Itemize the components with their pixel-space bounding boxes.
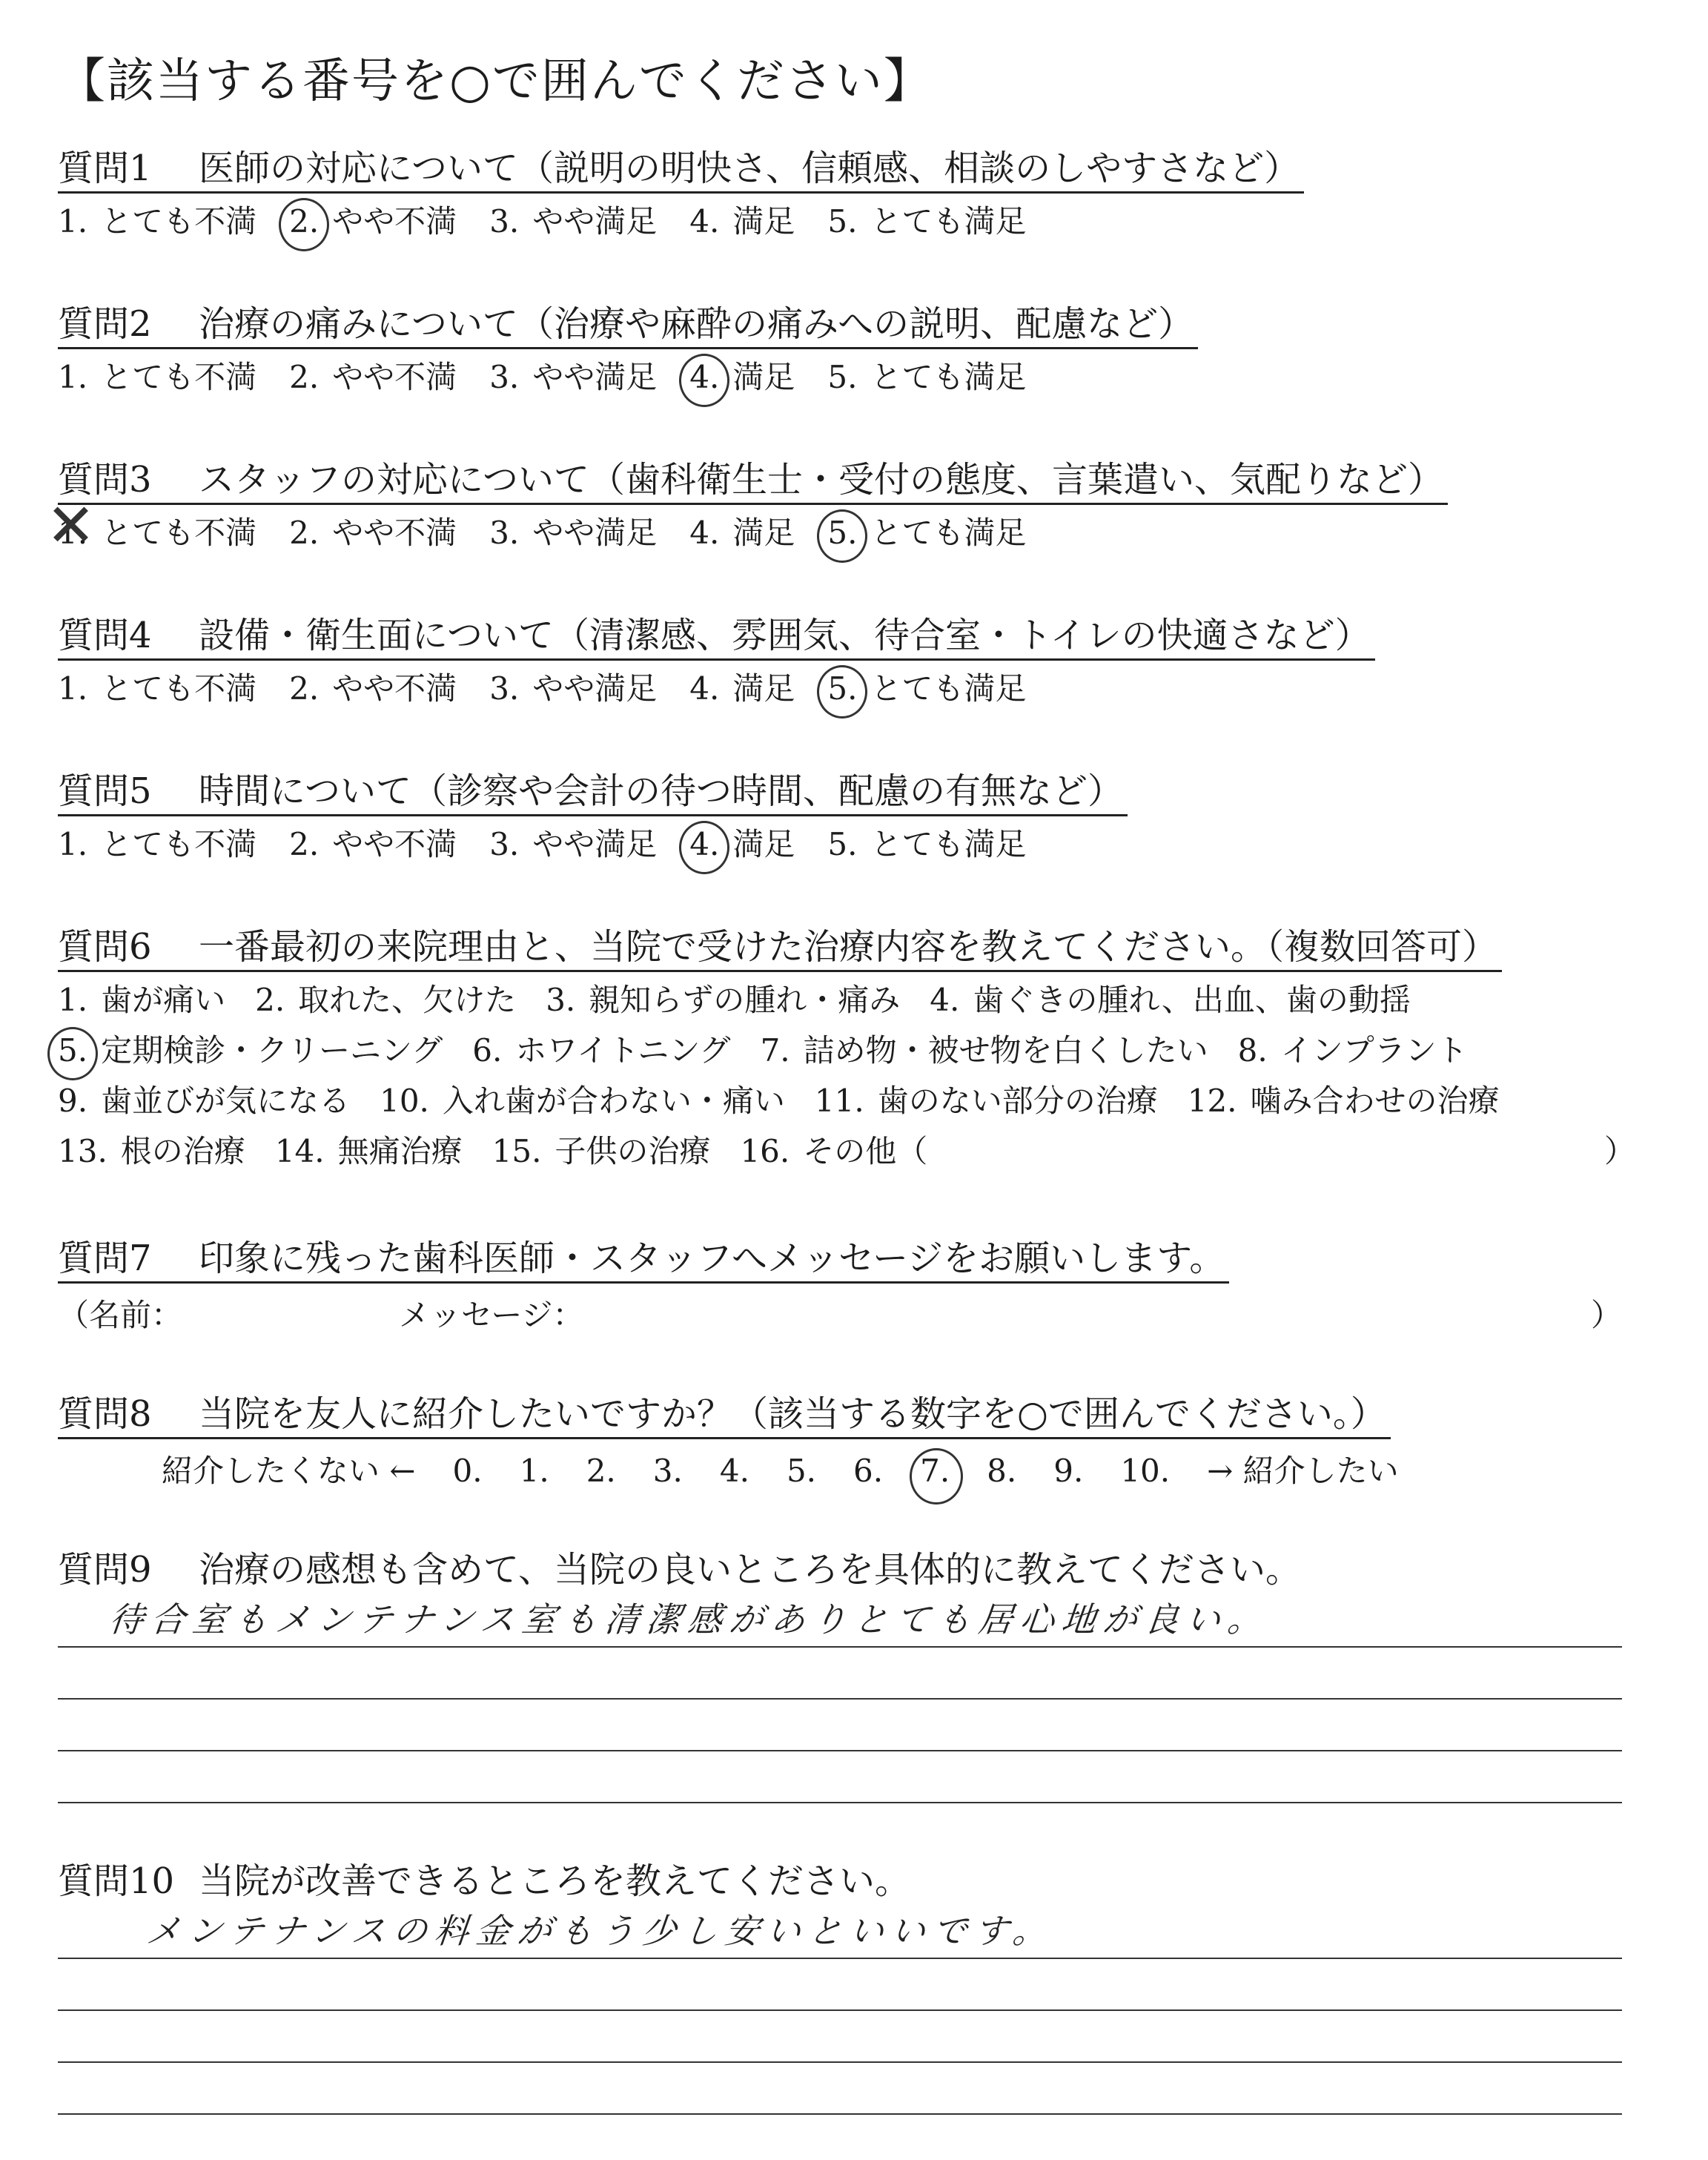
- question-number: 質問3: [58, 459, 152, 501]
- question-text: スタッフの対応について（歯科衛生士・受付の態度、言葉遣い、気配りなど）: [199, 459, 1444, 501]
- handwritten-answer: 待合室もメンテナンス室も清潔感がありとても居心地が良い。: [107, 1599, 1271, 1639]
- option-label: ホワイトニング: [515, 1032, 731, 1069]
- question-10-title: [58, 1858, 915, 1904]
- option-item[interactable]: [472, 1028, 730, 1073]
- option-number: 8.: [1237, 1032, 1268, 1069]
- option-number: 5.: [827, 203, 858, 240]
- scale-value[interactable]: 4.: [719, 1453, 749, 1489]
- options-row: [58, 1028, 1615, 1073]
- option-item[interactable]: [58, 978, 225, 1023]
- option-label: やや不満: [332, 826, 457, 862]
- option-label: 無痛治療: [337, 1133, 463, 1169]
- question-8-title: [58, 1391, 1391, 1439]
- option-label: 根の治療: [120, 1133, 245, 1169]
- answer-line: [58, 1959, 1622, 2011]
- option-item[interactable]: [689, 199, 795, 244]
- answer-line: [58, 1751, 1622, 1803]
- option-number: 1.: [58, 982, 88, 1018]
- question-text: 設備・衛生面について（清潔感、雰囲気、待合室・トイレの快適さなど）: [199, 615, 1371, 656]
- option-label: 満足: [732, 203, 795, 240]
- close-paren: ）: [1590, 1297, 1622, 1333]
- option-label: 子供の治療: [555, 1133, 711, 1169]
- option-label: その他（: [803, 1133, 928, 1169]
- option-item[interactable]: [930, 978, 1411, 1023]
- option-label: やや満足: [532, 359, 658, 395]
- option-number: 9.: [58, 1083, 88, 1119]
- message-field[interactable]: [58, 1291, 1622, 1335]
- question-7-title: [58, 1235, 1229, 1284]
- rating-options: [58, 199, 1615, 244]
- option-number: 3.: [489, 826, 520, 862]
- option-label: とても不満: [101, 670, 257, 707]
- answer-lines[interactable]: [58, 1907, 1622, 2115]
- option-item[interactable]: [489, 199, 657, 244]
- option-number: 7.: [760, 1032, 790, 1069]
- option-number: 5.: [827, 826, 858, 862]
- options-row: [58, 1079, 1615, 1123]
- option-number: 5.: [58, 1032, 88, 1069]
- option-label: 歯ぐきの腫れ、出血、歯の動揺: [973, 982, 1411, 1018]
- question-text: 一番最初の来院理由と、当院で受けた治療内容を教えてください。（複数回答可）: [199, 926, 1498, 968]
- option-item[interactable]: [1238, 1028, 1468, 1073]
- option-number: 4.: [930, 982, 960, 1018]
- answer-line: [58, 1596, 1622, 1648]
- option-number: 11.: [814, 1083, 864, 1119]
- scale-right-label: → 紹介したい: [1207, 1453, 1399, 1489]
- option-item[interactable]: [489, 355, 657, 400]
- question-8: [58, 1391, 1615, 1491]
- option-item[interactable]: [689, 511, 795, 555]
- question-7: [58, 1235, 1622, 1335]
- option-item[interactable]: [58, 822, 256, 867]
- option-item[interactable]: [740, 1129, 927, 1174]
- option-item[interactable]: [827, 667, 1026, 711]
- question-6: [58, 924, 1636, 1174]
- option-label: やや不満: [332, 203, 457, 240]
- option-number: 3.: [489, 203, 520, 240]
- option-number: 1.: [58, 515, 88, 551]
- scale-value[interactable]: 3.: [652, 1453, 683, 1489]
- option-label: 詰め物・被せ物を白くしたい: [803, 1032, 1208, 1069]
- scale-value[interactable]: 10.: [1120, 1453, 1171, 1489]
- option-label: インプラント: [1280, 1032, 1468, 1069]
- option-label: やや満足: [532, 826, 658, 862]
- option-number: 3.: [489, 515, 520, 551]
- option-item[interactable]: [827, 822, 1026, 867]
- option-number: 13.: [58, 1133, 107, 1169]
- option-item[interactable]: [289, 355, 457, 400]
- option-label: 噛み合わせの治療: [1250, 1083, 1500, 1119]
- rating-options: [58, 822, 1615, 867]
- option-number: 3.: [489, 670, 520, 707]
- option-label: 親知らずの腫れ・痛み: [589, 982, 901, 1018]
- option-number: 14.: [274, 1133, 325, 1169]
- option-number: 16.: [740, 1133, 790, 1169]
- option-number: 2.: [289, 359, 320, 395]
- option-number: 2.: [289, 670, 320, 707]
- option-item[interactable]: [827, 511, 1026, 555]
- options-row: [58, 1129, 1636, 1174]
- option-item[interactable]: [815, 1079, 1158, 1123]
- option-label: とても満足: [870, 670, 1027, 707]
- option-number: 4.: [689, 359, 720, 395]
- question-2-title: [58, 301, 1198, 349]
- scale-value[interactable]: 9.: [1053, 1453, 1084, 1489]
- option-item[interactable]: [761, 1028, 1208, 1073]
- option-number: 4.: [689, 826, 720, 862]
- answer-line: [58, 1907, 1622, 1959]
- question-6-title: [58, 924, 1502, 972]
- question-4: [58, 612, 1615, 711]
- option-label: やや不満: [332, 515, 457, 551]
- option-number: 6.: [472, 1032, 503, 1069]
- option-number: 2.: [255, 982, 285, 1018]
- option-label: とても満足: [870, 515, 1027, 551]
- option-number: 2.: [289, 203, 320, 240]
- option-label: とても満足: [870, 826, 1027, 862]
- option-label: 定期検診・クリーニング: [101, 1032, 443, 1069]
- option-label: 入れ歯が合わない・痛い: [442, 1083, 785, 1119]
- option-number: 5.: [827, 515, 858, 551]
- question-text: 時間について（診察や会計の待つ時間、配慮の有無など）: [199, 770, 1124, 812]
- question-text: 当院が改善できるところを教えてください。: [199, 1860, 911, 1902]
- option-label: 歯のない部分の治療: [877, 1083, 1158, 1119]
- option-label: 取れた、欠けた: [298, 982, 517, 1018]
- option-label: とても満足: [870, 359, 1027, 395]
- name-label: （名前：: [58, 1297, 183, 1333]
- option-item[interactable]: [58, 667, 256, 711]
- close-paren: ）: [1604, 1133, 1636, 1169]
- question-text: 印象に残った歯科医師・スタッフへメッセージをお願いします。: [199, 1238, 1225, 1279]
- question-9-title: [58, 1547, 1305, 1593]
- answer-line: [58, 2011, 1622, 2063]
- option-item[interactable]: [689, 822, 795, 867]
- option-label: やや満足: [532, 203, 658, 240]
- option-item[interactable]: [255, 978, 516, 1023]
- question-number: 質問10: [58, 1860, 175, 1902]
- option-item[interactable]: [689, 667, 795, 711]
- option-label: やや不満: [332, 359, 457, 395]
- option-item[interactable]: [58, 1028, 443, 1073]
- option-label: とても不満: [101, 359, 257, 395]
- question-5-title: [58, 768, 1128, 816]
- question-10: [58, 1858, 1615, 2115]
- rating-options: [58, 511, 1615, 555]
- option-number: 12.: [1187, 1083, 1237, 1119]
- answer-line: [58, 1648, 1622, 1700]
- option-label: やや満足: [532, 515, 658, 551]
- answer-line: [58, 1700, 1622, 1751]
- option-number: 1.: [58, 826, 88, 862]
- option-item[interactable]: [380, 1079, 785, 1123]
- option-item[interactable]: [827, 355, 1026, 400]
- option-label: やや満足: [532, 670, 658, 707]
- option-item[interactable]: [58, 199, 256, 244]
- option-number: 1.: [58, 670, 88, 707]
- option-item[interactable]: [58, 1079, 350, 1123]
- rating-options: [58, 355, 1615, 400]
- option-label: 満足: [732, 670, 795, 707]
- option-label: 歯並びが気になる: [101, 1083, 351, 1119]
- option-number: 1.: [58, 359, 88, 395]
- scale-value[interactable]: 5.: [786, 1453, 817, 1489]
- option-item[interactable]: [489, 667, 657, 711]
- option-number: 3.: [489, 359, 520, 395]
- scale-value[interactable]: 1.: [519, 1453, 549, 1489]
- option-item[interactable]: [1188, 1079, 1500, 1123]
- option-number: 10.: [380, 1083, 429, 1119]
- option-item[interactable]: [489, 822, 657, 867]
- option-item[interactable]: [58, 355, 256, 400]
- option-item[interactable]: [689, 355, 795, 400]
- option-label: とても不満: [101, 515, 257, 551]
- page-title: 【該当する番号を○で囲んでください】: [58, 54, 933, 109]
- question-number: 質問6: [58, 926, 152, 968]
- option-label: 満足: [732, 826, 795, 862]
- option-number: 5.: [827, 670, 858, 707]
- question-text: 医師の対応について（説明の明快さ、信頼感、相談のしやすさなど）: [199, 148, 1300, 189]
- question-1-title: [58, 145, 1304, 194]
- question-text: 治療の痛みについて（治療や麻酔の痛みへの説明、配慮など）: [199, 303, 1194, 345]
- scale-value[interactable]: 2.: [586, 1453, 616, 1489]
- question-4-title: [58, 612, 1375, 661]
- rating-options: [58, 667, 1615, 711]
- question-text: 当院を友人に紹介したいですか？（該当する数字を○で囲んでください。）: [199, 1393, 1386, 1435]
- message-label: メッセージ：: [399, 1297, 584, 1333]
- option-number: 2.: [289, 826, 320, 862]
- question-number: 質問5: [58, 770, 152, 812]
- answer-line: [58, 2063, 1622, 2115]
- option-label: 歯が痛い: [101, 982, 226, 1018]
- option-number: 2.: [289, 515, 320, 551]
- question-5: [58, 768, 1615, 867]
- question-number: 質問1: [58, 148, 152, 189]
- option-item[interactable]: [58, 511, 256, 555]
- question-number: 質問7: [58, 1238, 152, 1279]
- option-item[interactable]: [492, 1129, 711, 1174]
- option-number: 3.: [546, 982, 576, 1018]
- question-9: [58, 1547, 1615, 1803]
- question-text: 治療の感想も含めて、当院の良いところを具体的に教えてください。: [199, 1549, 1302, 1591]
- question-number: 質問2: [58, 303, 152, 345]
- option-number: 4.: [689, 670, 720, 707]
- option-item[interactable]: [489, 511, 657, 555]
- option-label: とても不満: [101, 203, 257, 240]
- handwritten-answer: メンテナンスの料金がもう少し安いといいです。: [144, 1911, 1057, 1951]
- multi-choice-options: [58, 978, 1636, 1174]
- question-3: [58, 457, 1615, 555]
- answer-lines[interactable]: [58, 1596, 1622, 1803]
- question-number: 質問9: [58, 1549, 152, 1591]
- option-item[interactable]: [289, 199, 457, 244]
- option-item[interactable]: [546, 978, 900, 1023]
- option-label: 満足: [732, 359, 795, 395]
- scale-value[interactable]: 0.: [452, 1453, 483, 1489]
- scale-value[interactable]: 7.: [920, 1453, 950, 1489]
- option-number: 4.: [689, 515, 720, 551]
- question-2: [58, 301, 1615, 400]
- scale-value[interactable]: 8.: [987, 1453, 1017, 1489]
- option-item[interactable]: [289, 667, 457, 711]
- option-item[interactable]: [289, 822, 457, 867]
- recommend-scale: [58, 1447, 1615, 1491]
- question-1: [58, 145, 1615, 244]
- option-item[interactable]: [827, 199, 1026, 244]
- scale-left-label: 紹介したくない ←: [162, 1453, 416, 1489]
- option-number: 15.: [491, 1133, 542, 1169]
- option-number: 1.: [58, 203, 88, 240]
- question-number: 質問4: [58, 615, 152, 656]
- option-label: 満足: [732, 515, 795, 551]
- options-row: [58, 978, 1615, 1023]
- option-label: とても不満: [101, 826, 257, 862]
- option-number: 5.: [827, 359, 858, 395]
- option-number: 4.: [689, 203, 720, 240]
- option-item[interactable]: [289, 511, 457, 555]
- question-3-title: [58, 457, 1448, 505]
- option-item[interactable]: [58, 1129, 245, 1174]
- option-label: とても満足: [870, 203, 1027, 240]
- question-number: 質問8: [58, 1393, 152, 1435]
- option-label: やや不満: [332, 670, 457, 707]
- option-item[interactable]: [275, 1129, 463, 1174]
- scale-value[interactable]: 6.: [853, 1453, 884, 1489]
